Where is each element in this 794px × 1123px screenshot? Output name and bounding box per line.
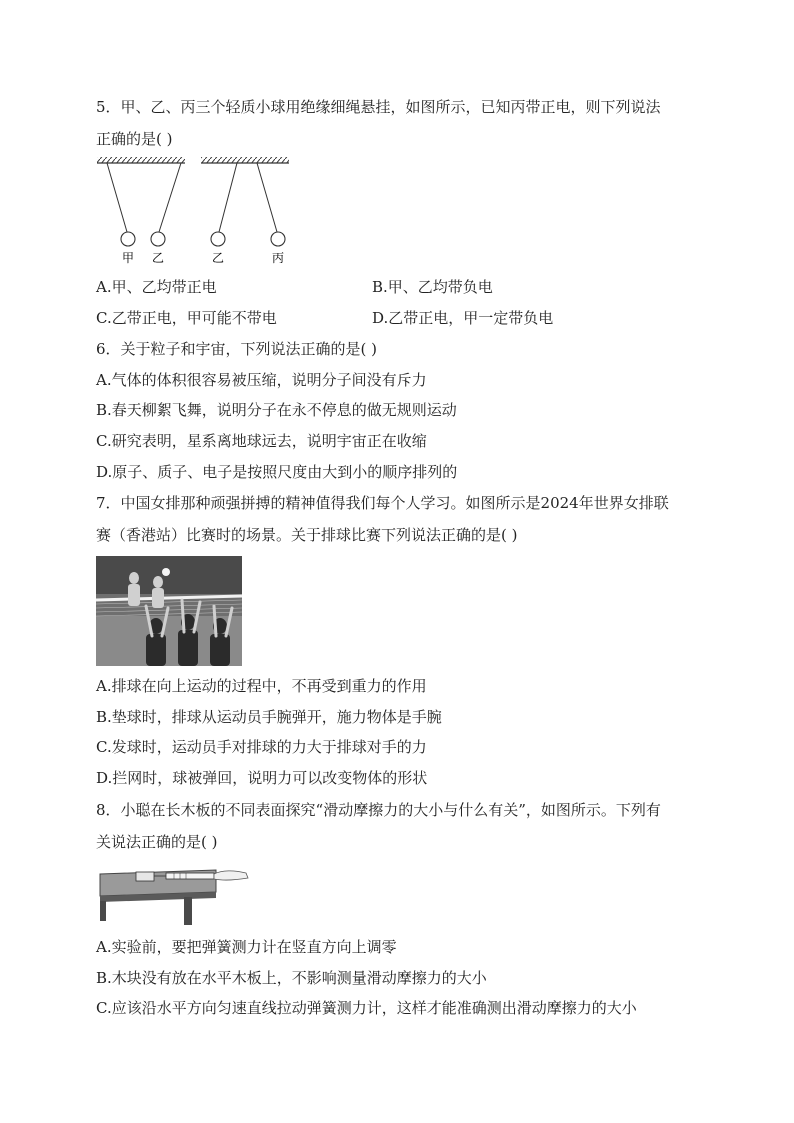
q7-volleyball-photo [96,556,242,666]
label-bing: 丙 [271,251,285,265]
q8-stem-line1: 8．小聪在长木板的不同表面探究“滑动摩擦力的大小与什么有关”，如图所示。下列有 [96,801,661,819]
q5-stem-line2: 正确的是( ) [96,130,173,148]
q6-option-d[interactable]: D.原子、质子、电子是按照尺度由大到小的顺序排列的 [96,463,458,481]
q8-option-b[interactable]: B.木块没有放在水平木板上，不影响测量滑动摩擦力的大小 [96,969,487,987]
ceiling-right [201,157,289,163]
wooden-block [136,872,154,881]
ball-bing [271,232,285,246]
q6-option-a[interactable]: A.气体的体积很容易被压缩，说明分子间没有斥力 [96,371,427,389]
label-yi-right: 乙 [211,251,225,265]
ball-yi-left [151,232,165,246]
q8-friction-experiment-figure [96,864,252,926]
q7-stem-line2: 赛（香港站）比赛时的场景。关于排球比赛下列说法正确的是( ) [96,526,518,544]
q5-option-a[interactable]: A.甲、乙均带正电 [96,278,217,296]
hand [214,871,248,880]
q8-option-a[interactable]: A.实验前，要把弹簧测力计在竖直方向上调零 [96,938,397,956]
ball-yi-right [211,232,225,246]
q7-option-d[interactable]: D.拦网时，球被弹回，说明力可以改变物体的形状 [96,769,428,787]
q6-stem: 6．关于粒子和宇宙，下列说法正确的是( ) [96,340,378,358]
label-jia: 甲 [121,251,135,265]
volleyball [162,568,170,576]
q5-option-b[interactable]: B.甲、乙均带负电 [372,278,493,296]
q7-stem-line1: 7．中国女排那种顽强拼搏的精神值得我们每个人学习。如图所示是2024年世界女排联 [96,494,669,512]
q8-option-c[interactable]: C.应该沿水平方向匀速直线拉动弹簧测力计，这样才能准确测出滑动摩擦力的大小 [96,999,637,1017]
q7-option-b[interactable]: B.垫球时，排球从运动员手腕弹开，施力物体是手腕 [96,708,442,726]
q8-stem-line2: 关说法正确的是( ) [96,833,218,851]
spring-scale [166,873,214,879]
label-yi-left: 乙 [151,251,165,265]
q5-option-d[interactable]: D.乙带正电，甲一定带负电 [372,309,554,327]
q7-option-c[interactable]: C.发球时，运动员手对排球的力大于排球对手的力 [96,738,427,756]
q6-option-b[interactable]: B.春天柳絮飞舞，说明分子在永不停息的做无规则运动 [96,401,457,419]
q6-option-c[interactable]: C.研究表明，星系离地球远去，说明宇宙正在收缩 [96,432,427,450]
q5-suspended-balls-figure [95,153,295,268]
q7-option-a[interactable]: A.排球在向上运动的过程中，不再受到重力的作用 [96,677,427,695]
q5-option-c[interactable]: C.乙带正电，甲可能不带电 [96,309,277,327]
ceiling-left [97,157,185,163]
ball-jia [121,232,135,246]
q5-stem-line1: 5．甲、乙、丙三个轻质小球用绝缘细绳悬挂，如图所示，已知丙带正电，则下列说法 [96,98,661,116]
